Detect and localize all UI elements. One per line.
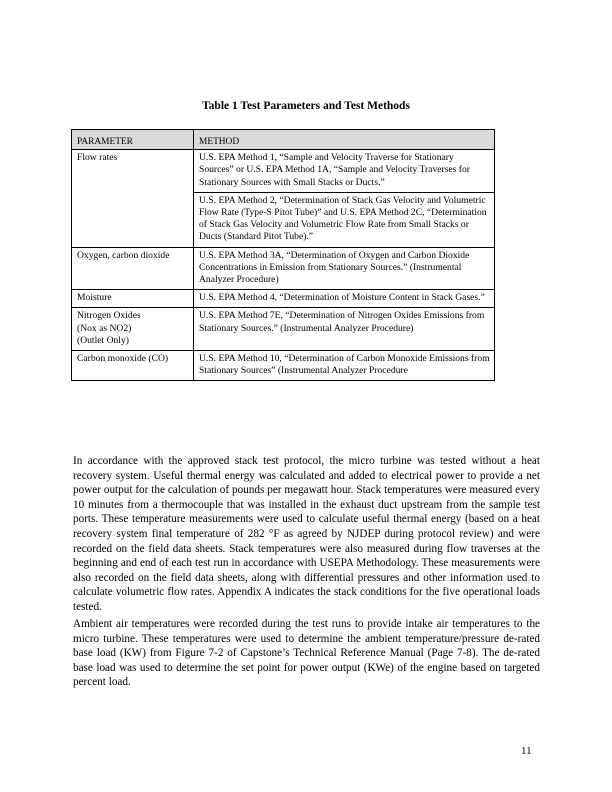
table-row <box>72 247 495 290</box>
method-cell: U.S. EPA Method 4, “Determination of Moisture Content in Stack Gases.” <box>194 290 495 308</box>
parameter-text: Oxygen, carbon dioxide <box>77 249 170 261</box>
method-cell: U.S. EPA Method 7E, “Determination of Nitrogen Oxides Emissions from Stationary Sources.” (Instrumental Analyzer Procedure) <box>194 308 495 351</box>
parameter-cell <box>72 247 194 290</box>
method-cell: U.S. EPA Method 3A, “Determination of Oxygen and Carbon Dioxide Concentrations in Emission from Stationary Sources.” (Instrumental Analyzer Procedure) <box>194 247 495 290</box>
parameter-text: Carbon monoxide (CO) <box>77 353 169 365</box>
table-header-row <box>72 130 495 150</box>
parameter-column-header: PARAMETER <box>72 130 194 150</box>
table-row <box>72 351 495 381</box>
page-number: 11 <box>521 745 532 757</box>
body-paragraph: Ambient air temperatures were recorded during the test runs to provide intake air temperatures to the micro turbine. These temperatures were used to determine the ambient temperature/pressure de-rated base load (KW) from Figure 7-2 of Capstone’s Technical Reference Manual (Page 7-8). The de-rated base load was used to determine the set point for power output (KWe) of the engine based on targeted percent load. <box>73 618 540 689</box>
method-cell: U.S. EPA Method 2, “Determination of Stack Gas Velocity and Volumetric Flow Rate (Type-S Pitot Tube)” and U.S. EPA Method 2C, “Determination of Stack Gas Velocity and Volumetric Flow Rate from Small Stacks or Ducts (Standard Pitot Tube).” <box>194 192 495 247</box>
parameter-cell <box>72 290 194 308</box>
table-row <box>72 150 495 193</box>
table-title: Table 1 Test Parameters and Test Methods <box>202 100 410 112</box>
parameter-text: Moisture <box>77 292 112 304</box>
body-paragraph: In accordance with the approved stack test protocol, the micro turbine was tested without a heat recovery system. Useful thermal energy was calculated and added to electrical power to provide a net power output for the calculation of pounds per megawatt hour. Stack temperatures were measured every 10 minutes from a thermocouple that was installed in the exhaust duct upstream from the sample test ports. These temperature measurements were used to calculate useful thermal energy (based on a heat recovery system final temperature of 282 °F as agreed by NJDEP during protocol review) and were recorded on the field data sheets. Stack temperatures were also measured during flow traverses at the beginning and end of each test run in accordance with USEPA Methodology. These measurements were also recorded on the field data sheets, along with differential pressures and other information used to calculate volumetric flow rates. Appendix A indicates the stack conditions for the five operational loads tested. <box>73 455 540 613</box>
table-row <box>72 290 495 308</box>
parameter-cell <box>72 351 194 381</box>
parameter-cell <box>72 308 194 351</box>
test-parameters-table <box>71 129 495 381</box>
parameter-text: Nitrogen Oxides <box>77 310 141 322</box>
method-column-header: METHOD <box>194 130 495 150</box>
method-cell: U.S. EPA Method 10, “Determination of Carbon Monoxide Emissions from Stationary Sources” (Instrumental Analyzer Procedure <box>194 351 495 381</box>
parameter-text-note: (Outlet Only) <box>77 334 129 346</box>
table-row <box>72 308 495 351</box>
parameter-cell <box>72 150 194 247</box>
method-cell: U.S. EPA Method 1, “Sample and Velocity Traverse for Stationary Sources” or U.S. EPA Method 1A, “Sample and Velocity Traverses for Stationary Sources with Small Stacks or Ducts.” <box>194 150 495 193</box>
parameter-text-formula: (Nox as NO2) <box>77 322 132 334</box>
parameter-text: Flow rates <box>77 152 118 164</box>
